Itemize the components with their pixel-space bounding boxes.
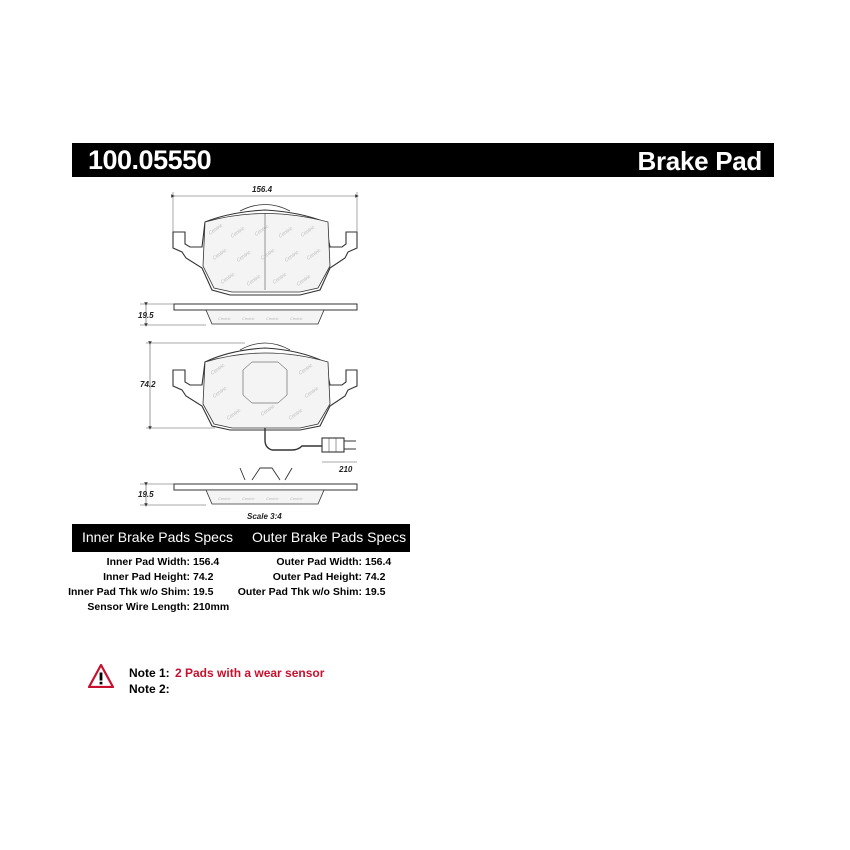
- outer-specs-heading: Outer Brake Pads Specs: [252, 529, 407, 545]
- svg-text:Centric: Centric: [209, 362, 227, 377]
- svg-text:Centric: Centric: [259, 247, 277, 262]
- svg-text:Centric: Centric: [245, 273, 263, 288]
- thickness-dimension-bottom-label: 19.5: [138, 490, 154, 499]
- sensor-length-dimension-label: 210: [339, 465, 353, 474]
- inner-spec-label: Inner Pad Height:: [103, 571, 190, 583]
- outer-pad-front-view: [146, 343, 357, 462]
- inner-pad-side-view: [140, 304, 357, 325]
- outer-spec-value: 74.2: [365, 571, 386, 583]
- svg-text:Centric: Centric: [242, 496, 255, 501]
- svg-text:Centric: Centric: [305, 247, 323, 262]
- svg-text:Centric: Centric: [218, 496, 231, 501]
- inner-spec-value: 156.4: [193, 556, 220, 568]
- outer-spec-value: 156.4: [365, 556, 392, 568]
- outer-pad-side-view: [140, 468, 357, 505]
- outer-spec-label: Outer Pad Height:: [272, 571, 362, 583]
- specs-header-bar: [72, 524, 410, 552]
- svg-text:Centric: Centric: [266, 496, 279, 501]
- svg-text:Centric: Centric: [242, 316, 255, 321]
- svg-text:Centric: Centric: [277, 225, 295, 240]
- svg-text:Centric: Centric: [211, 385, 229, 400]
- note-2-label: Note 2:: [129, 682, 170, 696]
- height-dimension-label: 74.2: [140, 380, 156, 389]
- inner-spec-label: Inner Pad Width:: [106, 556, 190, 568]
- product-type: Brake Pad: [637, 146, 762, 176]
- svg-text:Centric: Centric: [235, 249, 253, 264]
- svg-text:Centric: Centric: [271, 271, 289, 286]
- svg-text:Centric: Centric: [225, 407, 243, 422]
- svg-text:Centric: Centric: [299, 224, 317, 239]
- svg-text:Centric: Centric: [211, 247, 229, 262]
- warning-triangle-icon: [88, 664, 114, 688]
- thickness-dimension-top-label: 19.5: [138, 311, 154, 320]
- inner-specs-heading: Inner Brake Pads Specs: [82, 529, 233, 545]
- inner-spec-label: Inner Pad Thk w/o Shim:: [68, 586, 190, 598]
- svg-text:Centric: Centric: [290, 316, 303, 321]
- svg-text:Centric: Centric: [266, 316, 279, 321]
- inner-spec-value: 74.2: [193, 571, 214, 583]
- svg-text:Centric: Centric: [259, 403, 277, 418]
- svg-text:Centric: Centric: [283, 249, 301, 264]
- inner-spec-label: Sensor Wire Length:: [87, 601, 190, 613]
- part-number: 100.05550: [88, 145, 212, 175]
- inner-spec-value: 210mm: [193, 601, 230, 613]
- svg-text:Centric: Centric: [290, 496, 303, 501]
- svg-text:Centric: Centric: [229, 225, 247, 240]
- svg-text:Centric: Centric: [253, 223, 271, 238]
- svg-text:Centric: Centric: [218, 316, 231, 321]
- width-dimension-label: 156.4: [252, 185, 273, 194]
- svg-text:Centric: Centric: [287, 407, 305, 422]
- inner-pad-front-view: [173, 192, 357, 295]
- svg-text:Centric: Centric: [219, 271, 237, 286]
- svg-text:Centric: Centric: [297, 362, 315, 377]
- note-1-label: Note 1:: [129, 666, 170, 680]
- svg-text:Centric: Centric: [295, 273, 313, 288]
- inner-spec-value: 19.5: [193, 586, 214, 598]
- svg-text:Centric: Centric: [303, 385, 321, 400]
- scale-label: Scale 3:4: [247, 512, 282, 521]
- outer-spec-label: Outer Pad Thk w/o Shim:: [237, 586, 362, 598]
- svg-text:Centric: Centric: [207, 222, 225, 237]
- outer-spec-label: Outer Pad Width:: [276, 556, 362, 568]
- outer-spec-value: 19.5: [365, 586, 386, 598]
- note-1-text: 2 Pads with a wear sensor: [175, 666, 325, 680]
